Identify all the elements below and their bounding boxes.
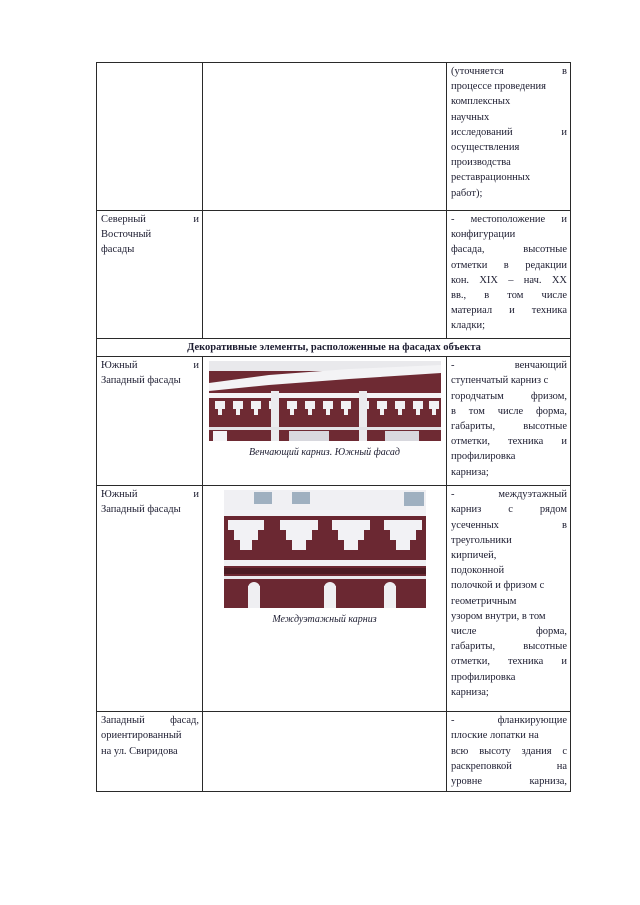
description-cell [447, 712, 571, 792]
text-line: на ул. Свиридова [101, 745, 178, 757]
text-line: полочкой и фризом с [451, 580, 545, 592]
facade-cell [97, 712, 203, 792]
text-line: Южный и [101, 360, 199, 372]
table-row [97, 357, 571, 486]
text-line: геометричным [451, 595, 517, 607]
text-line: плоские лопатки на [451, 730, 539, 742]
text-line: отметки, техника и [451, 436, 567, 448]
text-line: комплексных [451, 96, 511, 108]
text-line: отметки в редакции [451, 259, 567, 271]
text-line: усеченных в [451, 519, 567, 531]
text-line: процессе проведения [451, 81, 547, 93]
text-line: Западный фасады [101, 504, 181, 516]
text-line: работ); [451, 187, 483, 199]
text-line: карниза; [451, 686, 489, 698]
text-line: Южный и [101, 489, 199, 501]
text-line: в том числе форма, [451, 405, 567, 417]
facade-cell [97, 211, 203, 339]
table-row [97, 486, 571, 712]
table-row [97, 63, 571, 211]
description-cell [447, 211, 571, 339]
text-line: - фланкирующие [451, 715, 567, 727]
text-line: осуществления [451, 142, 520, 154]
image-cell [203, 63, 447, 211]
cornice-photo [209, 361, 441, 441]
text-line: - междуэтажный [451, 489, 567, 501]
text-line: отметки, техника и [451, 656, 567, 668]
text-line: подоконной [451, 565, 505, 577]
photo-caption: Междуэтажный карниз [272, 614, 377, 626]
section-title: Декоративные элементы, расположенные на фасадах объекта [97, 339, 571, 357]
text-line: (уточняется в [451, 66, 567, 77]
text-line: узором внутри, в том [451, 610, 546, 622]
table-row [97, 712, 571, 792]
image-cell [203, 712, 447, 792]
text-line: Восточный [101, 229, 152, 241]
text-line: фасада, высотные [451, 244, 567, 256]
text-line: профилировка [451, 451, 516, 463]
text-line: - венчающий [451, 360, 567, 372]
text-line: раскреповкой на [451, 760, 567, 772]
text-line: - местоположение и [451, 214, 567, 225]
text-line: городчатым фризом, [451, 390, 567, 402]
description-cell [447, 486, 571, 712]
text-line: исследований и [451, 126, 567, 138]
table-row [97, 211, 571, 339]
text-line: ориентированный [101, 730, 182, 742]
text-line: Северный и [101, 214, 199, 225]
text-line: всю высоту здания с [451, 745, 567, 757]
image-cell [203, 357, 447, 486]
text-line: профилировка [451, 671, 516, 683]
text-line: карниза; [451, 466, 489, 478]
text-line: фасады [101, 244, 135, 256]
text-line: кладки; [451, 320, 485, 332]
description-cell [447, 63, 571, 211]
text-line: уровне карниза, [451, 776, 567, 788]
text-line: ступенчатый карниз с [451, 375, 549, 387]
text-line: вв., в том числе [451, 290, 567, 302]
text-line: карниз с рядом [451, 504, 567, 516]
image-cell [203, 486, 447, 712]
image-cell [203, 211, 447, 339]
text-line: кирпичей, [451, 550, 497, 562]
text-line: материал и техника [451, 305, 567, 317]
text-line: Западный фасады [101, 375, 181, 387]
text-line: треугольники [451, 534, 512, 546]
heritage-table [96, 62, 571, 792]
text-line: кон. XIX – нач. XX [451, 274, 567, 286]
text-line: реставрационных [451, 172, 531, 184]
text-line: научных [451, 111, 490, 123]
interfloor-cornice-photo [224, 490, 426, 608]
text-line: габариты, высотные [451, 421, 567, 433]
facade-cell [97, 357, 203, 486]
text-line: производства [451, 157, 511, 169]
description-cell [447, 357, 571, 486]
text-line: габариты, высотные [451, 641, 567, 653]
section-header-row [97, 339, 571, 357]
text-line: конфигурации [451, 229, 516, 241]
facade-cell [97, 63, 203, 211]
text-line: числе форма, [451, 626, 567, 638]
photo-caption: Венчающий карниз. Южный фасад [249, 447, 400, 459]
text-line: Западный фасад, [101, 715, 199, 727]
facade-cell [97, 486, 203, 712]
